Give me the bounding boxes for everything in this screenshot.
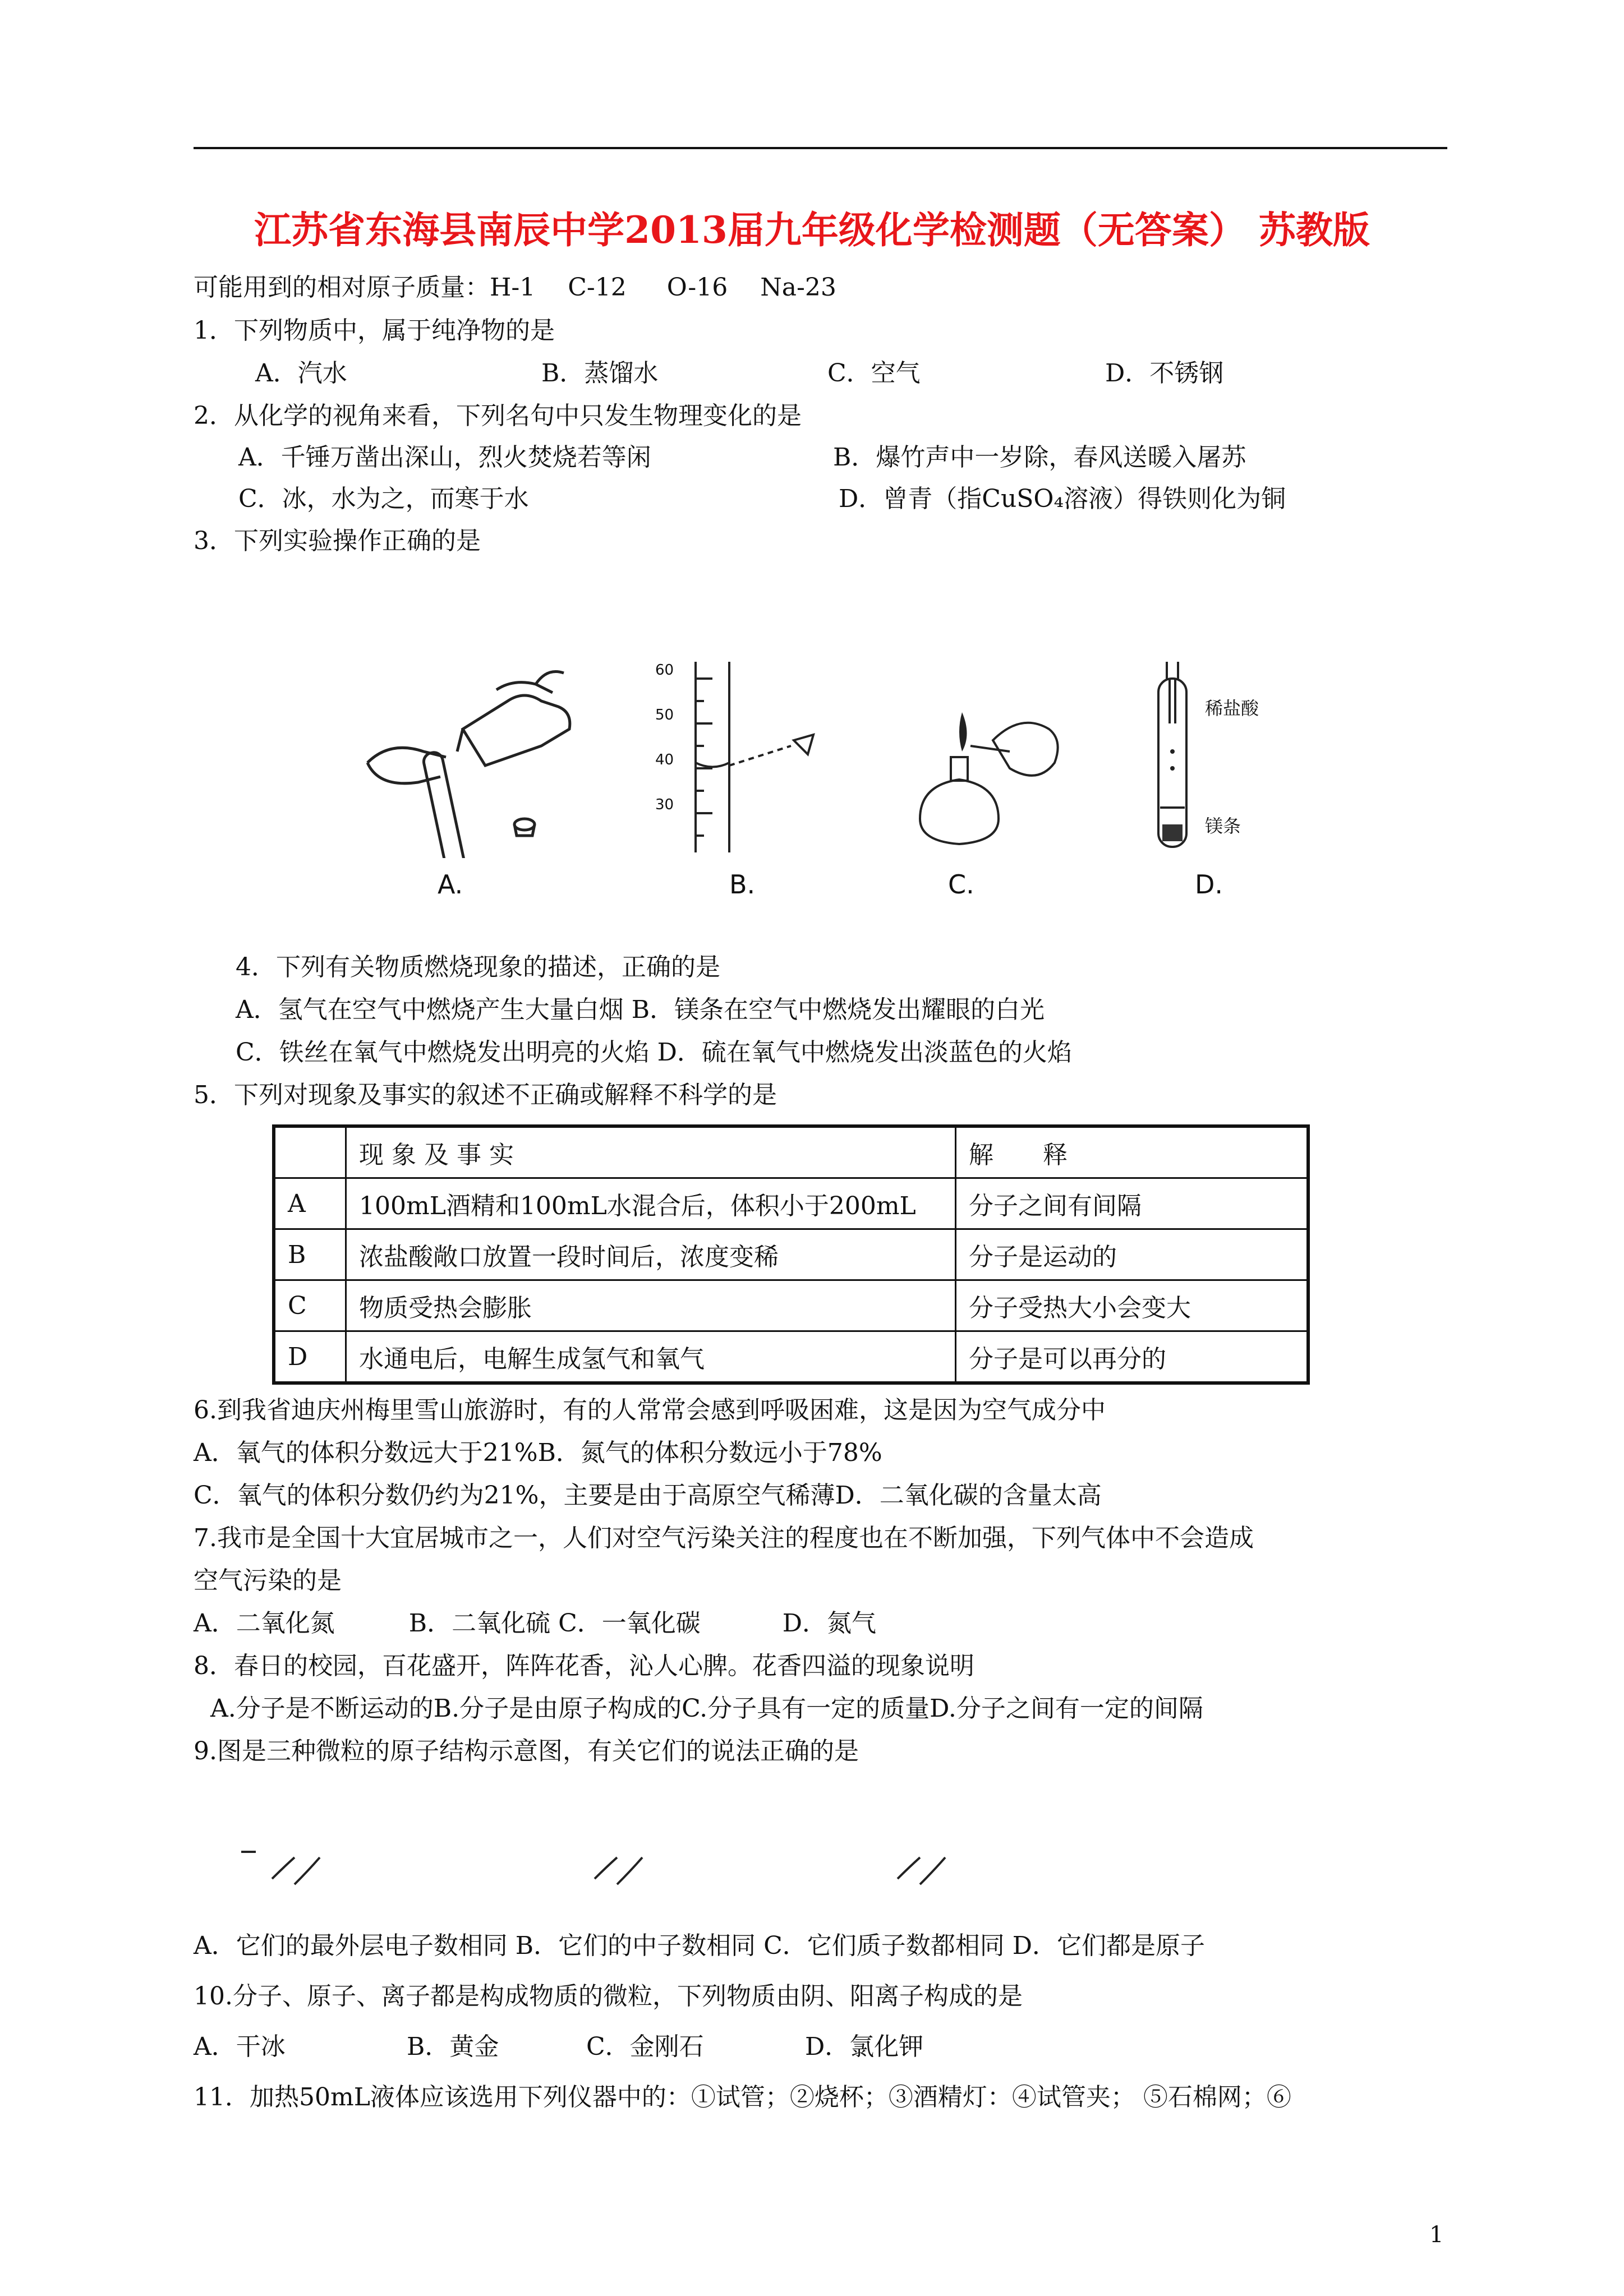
table-row bbox=[274, 1280, 1308, 1331]
table-cell-label: D bbox=[274, 1331, 346, 1384]
table-cell-label: C bbox=[274, 1280, 346, 1331]
q1-stem: 1．下列物质中，属于纯净物的是 bbox=[194, 316, 555, 345]
figure-b-cylinder-icon bbox=[673, 656, 841, 858]
q1-option-a: A．汽水 bbox=[255, 359, 347, 388]
table-cell-explanation: 分子是可以再分的 bbox=[956, 1331, 1309, 1384]
magnesium-ribbon-label: 镁条 bbox=[1205, 815, 1241, 837]
table-cell-explanation: 分子是运动的 bbox=[956, 1229, 1309, 1280]
q5-table bbox=[272, 1124, 1310, 1385]
q3-stem: 3．下列实验操作正确的是 bbox=[194, 527, 481, 555]
q2-option-b: B．爆竹声中一岁除，春风送暖入屠苏 bbox=[833, 443, 1246, 472]
table-cell-explanation: 分子受热大小会变大 bbox=[956, 1280, 1309, 1331]
table-cell-fact: 浓盐酸敞口放置一段时间后，浓度变稀 bbox=[346, 1229, 956, 1280]
table-row bbox=[274, 1178, 1308, 1229]
table-row bbox=[274, 1331, 1308, 1384]
table-row bbox=[274, 1229, 1308, 1280]
header-rule bbox=[194, 147, 1447, 149]
q1-option-b: B．蒸馏水 bbox=[541, 359, 659, 388]
figure-d-label: D. bbox=[1195, 869, 1223, 900]
q8-stem: 8．春日的校园，百花盛开，阵阵花香，沁人心脾。花香四溢的现象说明 bbox=[194, 1652, 974, 1680]
table-cell-label: A bbox=[274, 1178, 346, 1229]
figure-a-label: A. bbox=[438, 869, 463, 900]
q2-stem: 2．从化学的视角来看，下列名句中只发生物理变化的是 bbox=[194, 402, 802, 430]
q7-options: A．二氧化氮 B．二氧化硫 C．一氧化碳 D．氮气 bbox=[194, 1609, 877, 1638]
q7-stem-line1: 7.我市是全国十大宜居城市之一，人们对空气污染关注的程度也在不断加强，下列气体中不会造成 bbox=[194, 1524, 1254, 1552]
scale-tick-50: 50 bbox=[655, 707, 674, 723]
table-header-cell: 解 释 bbox=[956, 1126, 1309, 1178]
q6-options-line2: C．氧气的体积分数仍约为21%，主要是由于高原空气稀薄D．二氧化碳的含量太高 bbox=[194, 1481, 1102, 1510]
q11-stem: 11．加热50mL液体应该选用下列仪器中的：①试管；②烧杯；③酒精灯：④试管夹； ⑤石棉网；⑥ bbox=[194, 2083, 1291, 2111]
q2-option-d: D．曾青（指CuSO₄溶液）得铁则化为铜 bbox=[839, 485, 1286, 513]
table-header-row bbox=[274, 1126, 1308, 1178]
figure-a-pouring-icon bbox=[356, 667, 581, 858]
q8-options: A.分子是不断运动的B.分子是由原子构成的C.分子具有一定的质量D.分子之间有一定的间隔 bbox=[210, 1694, 1203, 1723]
q1-options bbox=[255, 357, 1223, 390]
table-header-cell: 现 象 及 事 实 bbox=[346, 1126, 956, 1178]
scale-tick-30: 30 bbox=[655, 796, 674, 813]
figure-c-alcohol-lamp-icon bbox=[898, 701, 1066, 864]
q10-option-d: D．氯化钾 bbox=[805, 2032, 924, 2061]
q1-option-c: C．空气 bbox=[827, 359, 921, 388]
table-cell-explanation: 分子之间有间隔 bbox=[956, 1178, 1309, 1229]
table-cell-fact: 物质受热会膨胀 bbox=[346, 1280, 956, 1331]
q4-options-line1: A．氢气在空气中燃烧产生大量白烟 B．镁条在空气中燃烧发出耀眼的白光 bbox=[236, 995, 1045, 1024]
table-cell-fact: 水通电后，电解生成氢气和氧气 bbox=[346, 1331, 956, 1384]
figure-c-label: C. bbox=[948, 869, 974, 900]
page-title: 江苏省东海县南辰中学2013届九年级化学检测题（无答案） 苏教版 bbox=[254, 208, 1370, 252]
q9-options: A．它们的最外层电子数相同 B．它们的中子数相同 C．它们质子数都相同 D．它们都是原子 bbox=[194, 1931, 1206, 1960]
q4-options-line2: C．铁丝在氧气中燃烧发出明亮的火焰 D．硫在氧气中燃烧发出淡蓝色的火焰 bbox=[236, 1038, 1072, 1067]
q10-options bbox=[194, 2030, 923, 2064]
dilute-hcl-label: 稀盐酸 bbox=[1205, 698, 1259, 719]
q1-option-d: D．不锈钢 bbox=[1105, 359, 1224, 388]
q2-option-c: C．冰，水为之，而寒于水 bbox=[238, 485, 529, 513]
q6-options-line1: A．氧气的体积分数远大于21%B．氮气的体积分数远小于78% bbox=[194, 1439, 882, 1467]
page-number: 1 bbox=[1429, 2222, 1444, 2248]
q10-stem: 10.分子、原子、离子都是构成物质的微粒，下列物质由阴、阳离子构成的是 bbox=[194, 1982, 1023, 2011]
q9-stem: 9.图是三种微粒的原子结构示意图，有关它们的说法正确的是 bbox=[194, 1737, 859, 1765]
atomic-mass-note: 可能用到的相对原子质量：H-1 C-12 O-16 Na-23 bbox=[194, 273, 836, 302]
table-cell-fact: 100mL酒精和100mL水混合后，体积小于200mL bbox=[346, 1178, 956, 1229]
q10-option-c: C．金刚石 bbox=[586, 2032, 704, 2061]
q4-stem: 4．下列有关物质燃烧现象的描述，正确的是 bbox=[236, 953, 720, 981]
q6-stem: 6.到我省迪庆州梅里雪山旅游时，有的人常常会感到呼吸困难，这是因为空气成分中 bbox=[194, 1396, 1106, 1424]
q2-option-a: A．千锤万凿出深山，烈火焚烧若等闲 bbox=[238, 443, 651, 472]
table-header-cell bbox=[274, 1126, 346, 1178]
q10-option-b: B．黄金 bbox=[407, 2032, 499, 2061]
q9-atom-structure-fragments-icon bbox=[241, 1845, 982, 1896]
table-cell-label: B bbox=[274, 1229, 346, 1280]
q7-stem-line2: 空气污染的是 bbox=[194, 1566, 342, 1595]
figure-b-label: B. bbox=[729, 869, 756, 900]
scale-tick-60: 60 bbox=[655, 662, 674, 679]
scale-tick-40: 40 bbox=[655, 751, 674, 768]
q5-stem: 5．下列对现象及事实的叙述不正确或解释不科学的是 bbox=[194, 1081, 777, 1109]
q10-option-a: A．干冰 bbox=[194, 2032, 286, 2061]
